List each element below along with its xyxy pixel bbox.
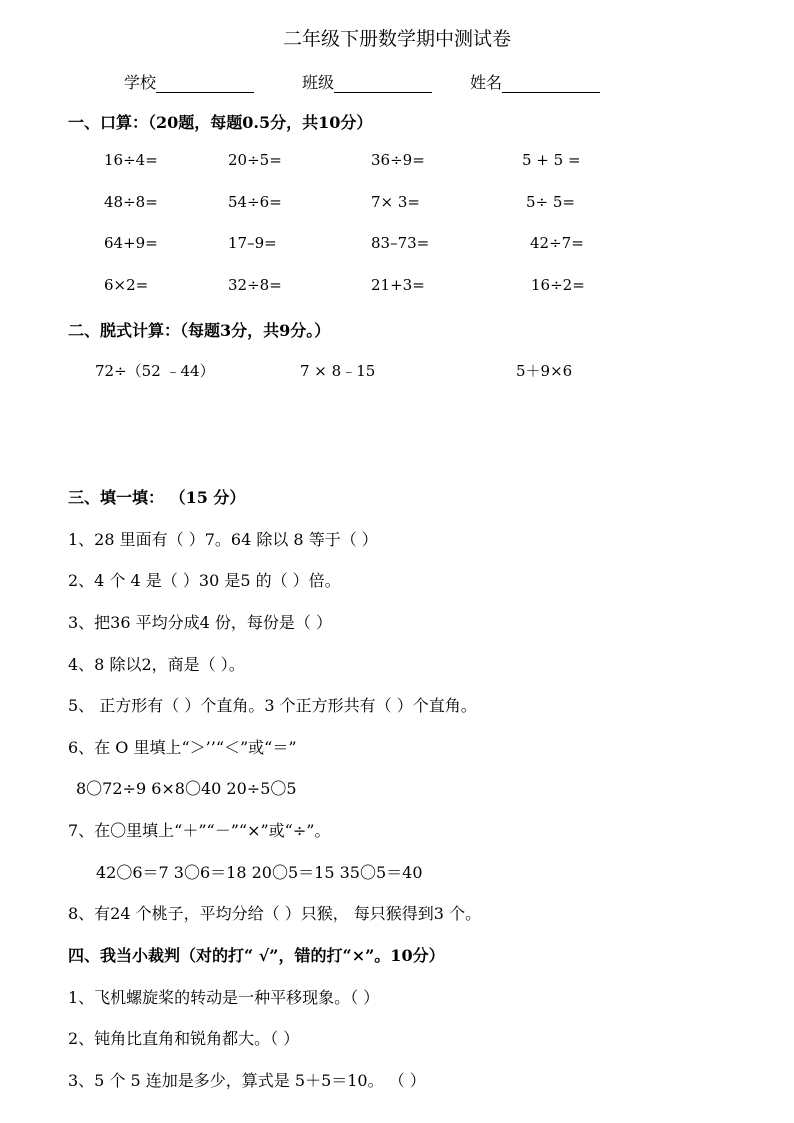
section3-heading: 三、填一填： （15 分） (68, 488, 246, 507)
stepwise-calc-item: 72÷（52 ﹣44） (95, 362, 215, 380)
page-title: 二年级下册数学期中测试卷 (282, 28, 511, 50)
class-field (302, 70, 432, 93)
mental-calc-item: 54÷6= (228, 193, 282, 211)
mental-calc-item: 5 + 5 = (522, 151, 581, 169)
judge-question: 1、飞机螺旋桨的转动是一种平移现象。（ ） (68, 988, 380, 1007)
judge-question: 3、5 个 5 连加是多少，算式是 5＋5＝10。 （ ） (68, 1071, 426, 1090)
mental-calc-item: 42÷7= (530, 234, 584, 252)
fill-question: 4、8 除以2，商是（ ）。 (68, 655, 245, 674)
mental-calc-item: 48÷8= (104, 193, 158, 211)
fill-question: 3、把36 平均分成4 份，每份是（ ） (68, 613, 332, 632)
fill-question: 7、在〇里填上“＋”“－”“×”或“÷”。 (68, 821, 331, 840)
mental-calc-item: 6×2= (104, 276, 149, 294)
section2-heading: 二、脱式计算：（每题3分，共9分。） (68, 321, 331, 340)
mental-calc-item: 64+9= (104, 234, 158, 252)
mental-calc-item: 5÷ 5= (526, 193, 575, 211)
school-blank[interactable] (156, 74, 254, 93)
fill-question: 6、在 O 里填上“＞’’“＜”或“＝” (68, 738, 297, 757)
fill-question: 2、4 个 4 是（ ）30 是5 的（ ）倍。 (68, 571, 341, 590)
mental-calc-item: 7× 3= (371, 193, 420, 211)
judge-question: 2、钝角比直角和锐角都大。（ ） (68, 1029, 300, 1048)
fill-question: 5、 正方形有（ ）个直角。3 个正方形共有（ ）个直角。 (68, 696, 477, 715)
mental-calc-item: 16÷2= (531, 276, 585, 294)
fill-question: 8、有24 个桃子，平均分给（ ）只猴， 每只猴得到3 个。 (68, 904, 482, 923)
name-field (470, 70, 600, 93)
mental-calc-item: 32÷8= (228, 276, 282, 294)
mental-calc-item: 21+3= (371, 276, 425, 294)
mental-calc-item: 83–73= (371, 234, 430, 252)
school-label: 学校 (124, 73, 157, 92)
school-field (124, 70, 254, 93)
class-label: 班级 (302, 73, 335, 92)
fill-question: 1、28 里面有（ ）7。64 除以 8 等于（ ） (68, 530, 378, 549)
name-label: 姓名 (470, 73, 503, 92)
stepwise-calc-item: 5＋9×6 (516, 362, 573, 380)
compare-expressions: 8〇72÷9 6×8〇40 20÷5〇5 (76, 779, 297, 798)
mental-calc-item: 16÷4= (104, 151, 158, 169)
operator-expressions: 42〇6＝7 3〇6＝18 20〇5＝15 35〇5＝40 (96, 863, 423, 882)
section4-heading: 四、我当小裁判（对的打“ √”，错的打“×”。10分） (68, 946, 445, 965)
class-blank[interactable] (334, 74, 432, 93)
mental-calc-item: 20÷5= (228, 151, 282, 169)
name-blank[interactable] (502, 74, 600, 93)
section1-heading: 一、口算：（20题，每题0.5分，共10分） (68, 113, 373, 132)
mental-calc-item: 36÷9= (371, 151, 425, 169)
stepwise-calc-item: 7 × 8﹣15 (300, 362, 376, 380)
mental-calc-item: 17–9= (228, 234, 277, 252)
